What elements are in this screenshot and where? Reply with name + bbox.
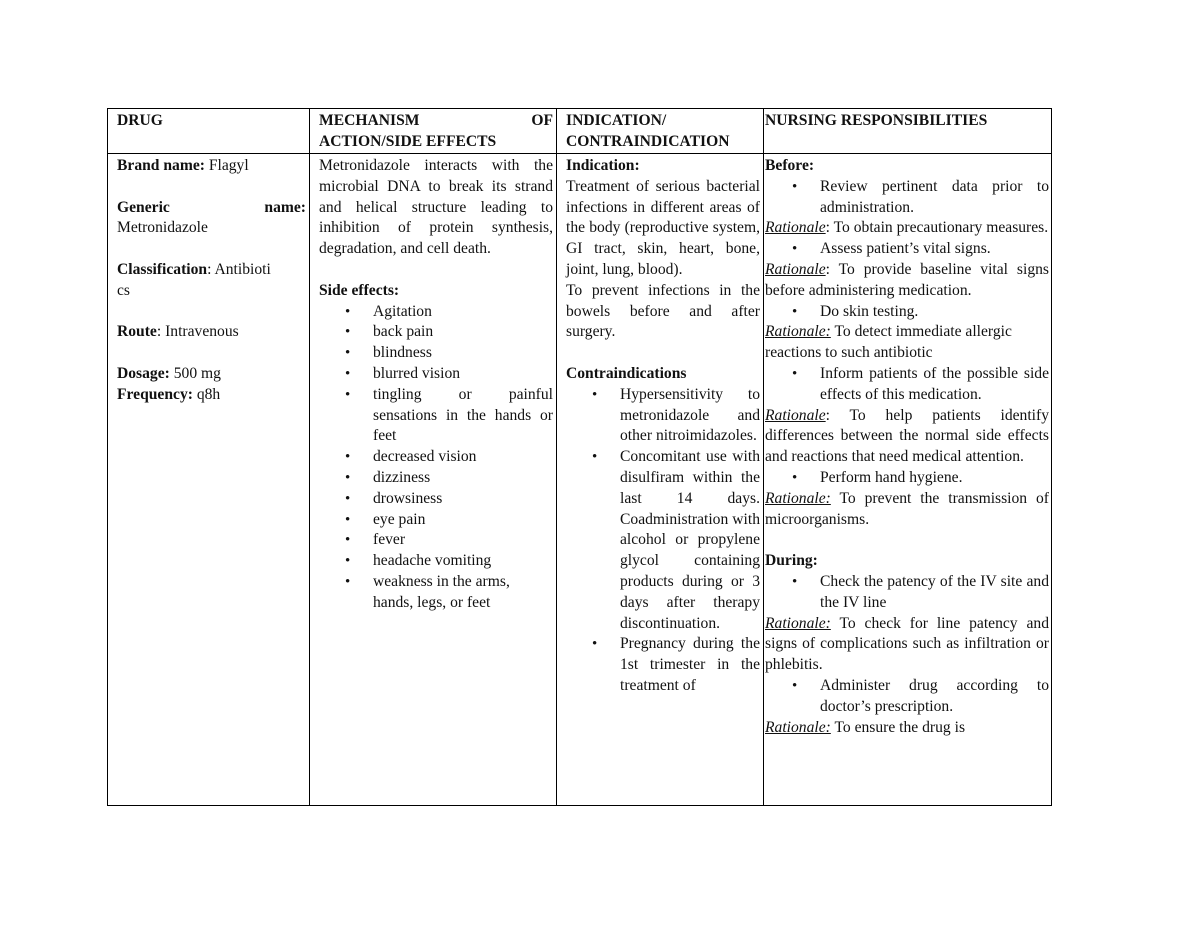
indication-text-2: To prevent infections in the bowels before and after surgery. <box>566 281 760 341</box>
classification-label: Classification <box>117 260 208 278</box>
drug-study-table <box>107 108 1052 806</box>
side-effect-item: • drowsiness <box>373 489 553 510</box>
nursing-cell <box>764 154 1052 806</box>
side-effect-item: • blurred vision <box>373 364 553 385</box>
side-effect-item: • back pain <box>373 322 553 343</box>
route-value: : Intravenous <box>156 323 239 341</box>
header-of-word: OF <box>531 112 553 129</box>
contraindication-item: • Pregnancy during the 1st trimester in the treatment of <box>620 634 760 696</box>
side-effect-item: • weakness in the arms, hands, legs, or feet <box>373 572 553 614</box>
dosage <box>117 364 306 385</box>
side-effect-item: • decreased vision <box>373 447 553 468</box>
header-contraindication-label: CONTRAINDICATION <box>566 132 730 150</box>
side-effect-item: • Agitation <box>373 302 553 323</box>
header-nursing-label: NURSING RESPONSIBILITIES <box>765 112 988 129</box>
nursing-action-item: • Administer drug according to doctor’s prescription. <box>820 676 1049 718</box>
rationale-text: To detect immediate allergic reactions to such antibiotic <box>765 323 1012 362</box>
rationale-text: To check for line patency and signs of complications such as infiltration or phlebitis. <box>765 614 1049 674</box>
header-mechanism <box>310 109 557 154</box>
rationale <box>765 322 1049 364</box>
contraindication-item: • Hypersensitivity to metronidazole and other nitroimidazoles. <box>620 385 760 447</box>
nursing-action-list <box>765 239 1049 260</box>
header-indication-label: INDICATION/ <box>566 112 667 129</box>
nursing-action-list <box>765 177 1049 219</box>
rationale-text: To help patients identify differences between the normal side effects and reactions that need medical attention. <box>765 406 1049 466</box>
nursing-action-item: • Check the patency of the IV site and the IV line <box>820 572 1049 614</box>
classification <box>117 260 306 281</box>
header-mechanism-word: MECHANISM <box>319 112 420 129</box>
generic-name <box>117 198 306 219</box>
before-label: Before: <box>765 157 815 174</box>
rationale-text: To provide baseline vital signs before administering medication. <box>765 260 1049 299</box>
header-drug-label: DRUG <box>117 112 163 129</box>
frequency <box>117 385 306 406</box>
route <box>117 322 306 343</box>
generic-name-label-b: name: <box>264 198 306 216</box>
header-indication <box>557 109 764 154</box>
mechanism-text: Metronidazole interacts with the microbial DNA to break its strand and helical structure leading to inhibition of protein synthesis, degradation, and cell death. <box>319 157 553 258</box>
side-effects-list <box>319 302 553 614</box>
rationale-label: Rationale: <box>765 489 831 507</box>
side-effect-item: • blindness <box>373 343 553 364</box>
rationale-label: Rationale <box>765 219 826 237</box>
brand-name-label: Brand name: <box>117 157 205 174</box>
header-drug <box>108 109 310 154</box>
brand-name-value: Flagyl <box>204 157 249 174</box>
side-effect-item: • eye pain <box>373 510 553 531</box>
body-row <box>108 154 1052 806</box>
classification-value-a: : Antibioti <box>207 260 271 278</box>
nursing-action-item: • Assess patient’s vital signs. <box>820 239 1049 260</box>
mechanism-cell <box>310 154 557 806</box>
rationale-label: Rationale: <box>765 718 831 736</box>
drug-cell <box>108 154 310 806</box>
rationale <box>765 614 1049 676</box>
frequency-label: Frequency: <box>117 385 193 403</box>
generic-name-label-a: Generic <box>117 198 170 216</box>
nursing-action-item: • Do skin testing. <box>820 302 1049 323</box>
contraindications-label: Contraindications <box>566 364 687 382</box>
side-effect-item: • dizziness <box>373 468 553 489</box>
indication-label: Indication: <box>566 157 640 174</box>
rationale-label: Rationale <box>765 406 826 424</box>
side-effect-item: • headache vomiting <box>373 551 553 572</box>
during-label: During: <box>765 552 818 570</box>
nursing-action-list <box>765 302 1049 323</box>
route-label: Route <box>117 323 157 341</box>
rationale: Rationale: To help patients identify differences between the normal side effects and reactions that need medical attention. <box>765 406 1049 466</box>
rationale: Rationale: To provide baseline vital signs before administering medication. <box>765 260 1049 299</box>
nursing-action-list <box>765 364 1049 406</box>
rationale-text: To prevent the transmission of microorganisms. <box>765 489 1049 528</box>
contraindications-list <box>566 385 760 697</box>
nursing-action-item: • Review pertinent data prior to administration. <box>820 177 1049 219</box>
rationale-label: Rationale <box>765 260 826 278</box>
side-effect-item: • fever <box>373 530 553 551</box>
rationale-label: Rationale: <box>765 614 831 632</box>
header-nursing <box>764 109 1052 154</box>
rationale-text: To ensure the drug is <box>834 718 966 736</box>
dosage-label: Dosage: <box>117 364 170 382</box>
nursing-action-list <box>765 572 1049 614</box>
frequency-value: q8h <box>192 385 221 403</box>
rationale: Rationale: To obtain precautionary measures. <box>765 219 1049 237</box>
side-effect-item: • tingling or painful sensations in the hands or feet <box>373 385 553 447</box>
dosage-value: 500 mg <box>169 364 221 382</box>
rationale <box>765 718 1049 739</box>
rationale <box>765 489 1049 531</box>
nursing-action-list <box>765 468 1049 489</box>
brand-name <box>117 156 306 177</box>
header-row <box>108 109 1052 154</box>
generic-name-value: Metronidazole <box>117 219 208 237</box>
rationale-label: Rationale: <box>765 323 831 341</box>
indication-cell <box>557 154 764 806</box>
classification-value-b: cs <box>117 281 130 299</box>
indication-text-1: Treatment of serious bacterial infections in different areas of the body (reproductive system, GI tract, skin, heart, bone, joint, lung, blood). <box>566 177 760 278</box>
contraindication-item: • Concomitant use with disulfiram within the last 14 days. Coadministration with alcohol or propylene glycol containing products during or 3 days after therapy discontinuation. <box>620 447 760 634</box>
nursing-action-item: • Perform hand hygiene. <box>820 468 1049 489</box>
nursing-action-item: • Inform patients of the possible side effects of this medication. <box>820 364 1049 406</box>
nursing-action-list <box>765 676 1049 718</box>
header-action-side-effects: ACTION/SIDE EFFECTS <box>319 132 497 150</box>
rationale-text: To obtain precautionary measures. <box>833 219 1049 237</box>
side-effects-label: Side effects: <box>319 281 400 299</box>
